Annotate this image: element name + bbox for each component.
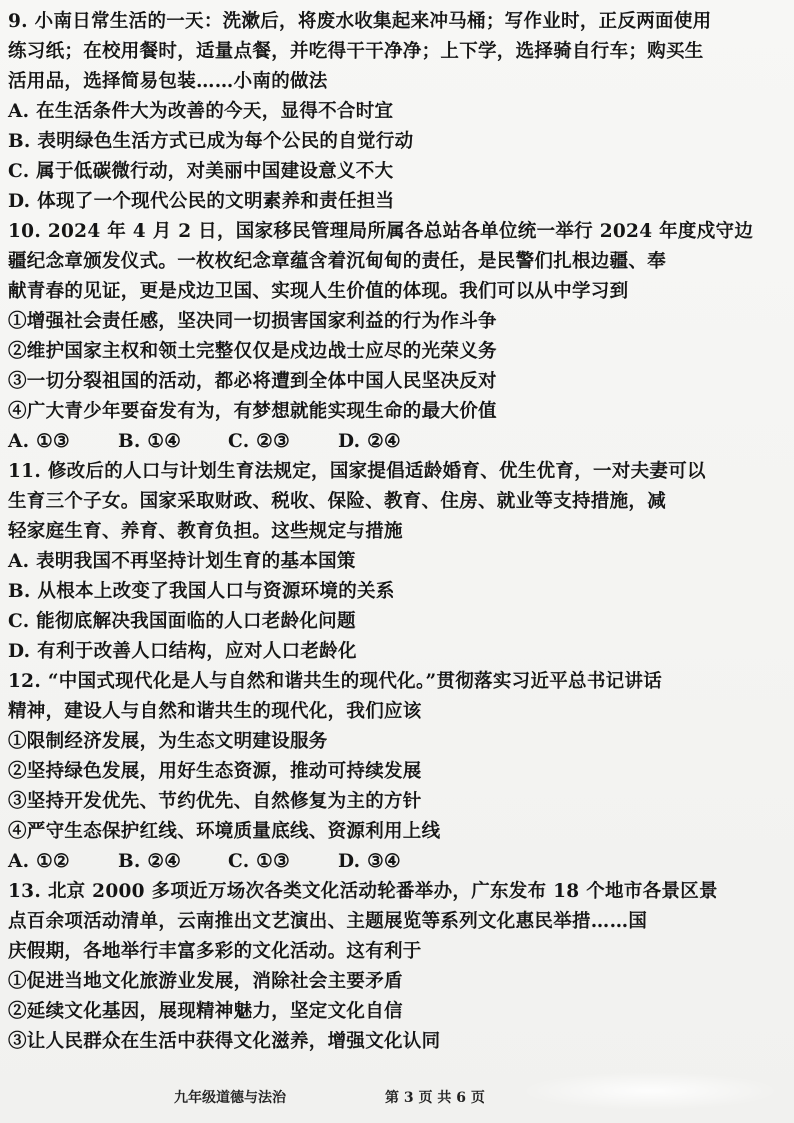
- scan-smudge: [520, 1072, 780, 1110]
- question-11-option-c: C. 能彻底解决我国面临的人口老龄化问题: [8, 611, 356, 632]
- question-12-choice-d: D. ③④: [338, 851, 401, 872]
- question-12-statement-1: ①限制经济发展，为生态文明建设服务: [8, 731, 328, 752]
- question-10-statement-2: ②维护国家主权和领土完整仅仅是戍边战士应尽的光荣义务: [8, 341, 497, 362]
- question-10-choice-a: A. ①③: [8, 431, 70, 452]
- question-10: [8, 217, 786, 457]
- question-11-option-d: D. 有利于改善人口结构，应对人口老龄化: [8, 641, 357, 662]
- question-10-statement-3: ③一切分裂祖国的活动，都必将遭到全体中国人民坚决反对: [8, 371, 497, 392]
- question-9-option-a: A. 在生活条件大为改善的今天，显得不合时宜: [8, 101, 394, 122]
- question-12-choice-b: B. ②④: [118, 851, 182, 872]
- question-9-stem-line-2: 练习纸；在校用餐时，适量点餐，并吃得干干净净；上下学，选择骑自行车；购买生: [8, 41, 704, 62]
- question-12: [8, 667, 786, 877]
- question-13-statement-2: ②延续文化基因，展现精神魅力，坚定文化自信: [8, 1001, 403, 1022]
- question-10-statement-4: ④广大青少年要奋发有为，有梦想就能实现生命的最大价值: [8, 401, 497, 422]
- question-10-choice-b: B. ①④: [118, 431, 182, 452]
- question-13-stem-line-2: 点百余项活动清单，云南推出文艺演出、主题展览等系列文化惠民举措……国: [8, 911, 648, 932]
- question-11-stem-line-3: 轻家庭生育、养育、教育负担。这些规定与措施: [8, 521, 403, 542]
- question-13-statement-3: ③让人民群众在生活中获得文化滋养，增强文化认同: [8, 1031, 441, 1052]
- question-content: [8, 7, 786, 1057]
- question-9-option-d: D. 体现了一个现代公民的文明素养和责任担当: [8, 191, 395, 212]
- question-12-stem-line-2: 精神，建设人与自然和谐共生的现代化，我们应该: [8, 701, 422, 722]
- question-13-stem-line-3: 庆假期，各地举行丰富多彩的文化活动。这有利于: [8, 941, 422, 962]
- question-11-stem-line-2: 生育三个子女。国家采取财政、税收、保险、教育、住房、就业等支持措施，减: [8, 491, 667, 512]
- question-13-statement-1: ①促进当地文化旅游业发展，消除社会主要矛盾: [8, 971, 403, 992]
- question-9-option-c: C. 属于低碳微行动，对美丽中国建设意义不大: [8, 161, 394, 182]
- question-11: [8, 457, 786, 667]
- question-11-stem-line-1: 11. 修改后的人口与计划生育法规定，国家提倡适龄婚育、优生优育，一对夫妻可以: [8, 461, 706, 482]
- question-9-option-b: B. 表明绿色生活方式已成为每个公民的自觉行动: [8, 131, 414, 152]
- question-10-stem-line-1: 10. 2024 年 4 月 2 日，国家移民管理局所属各总站各单位统一举行 2024 年度戍守边: [8, 221, 754, 242]
- question-9: [8, 7, 786, 217]
- question-10-stem-line-2: 疆纪念章颁发仪式。一枚枚纪念章蕴含着沉甸甸的责任，是民警们扎根边疆、奉: [8, 251, 667, 272]
- question-9-stem-line-1: 9. 小南日常生活的一天：洗漱后，将废水收集起来冲马桶；写作业时，正反两面使用: [8, 11, 712, 32]
- question-11-option-b: B. 从根本上改变了我国人口与资源环境的关系: [8, 581, 395, 602]
- question-10-stem-line-3: 献青春的见证，更是戍边卫国、实现人生价值的体现。我们可以从中学习到: [8, 281, 629, 302]
- footer-subject: 九年级道德与法治: [174, 1090, 286, 1106]
- question-13: [8, 877, 786, 1057]
- question-13-stem-line-1: 13. 北京 2000 多项近万场次各类文化活动轮番举办，广东发布 18 个地市各景区景: [8, 881, 718, 902]
- question-12-choices: [8, 847, 786, 877]
- question-9-stem-line-3: 活用品，选择简易包装……小南的做法: [8, 71, 328, 92]
- question-12-statement-2: ②坚持绿色发展，用好生态资源，推动可持续发展: [8, 761, 422, 782]
- question-10-choices: [8, 427, 786, 457]
- question-10-choice-d: D. ②④: [338, 431, 401, 452]
- question-10-choice-c: C. ②③: [228, 431, 290, 452]
- footer-page-info: 第 3 页 共 6 页: [385, 1090, 485, 1106]
- question-10-statement-1: ①增强社会责任感，坚决同一切损害国家利益的行为作斗争: [8, 311, 497, 332]
- question-11-option-a: A. 表明我国不再坚持计划生育的基本国策: [8, 551, 356, 572]
- question-12-choice-a: A. ①②: [8, 851, 70, 872]
- question-12-stem-line-1: 12. “中国式现代化是人与自然和谐共生的现代化。”贯彻落实习近平总书记讲话: [8, 671, 663, 692]
- question-12-statement-3: ③坚持开发优先、节约优先、自然修复为主的方针: [8, 791, 422, 812]
- question-12-choice-c: C. ①③: [228, 851, 290, 872]
- question-12-statement-4: ④严守生态保护红线、环境质量底线、资源利用上线: [8, 821, 441, 842]
